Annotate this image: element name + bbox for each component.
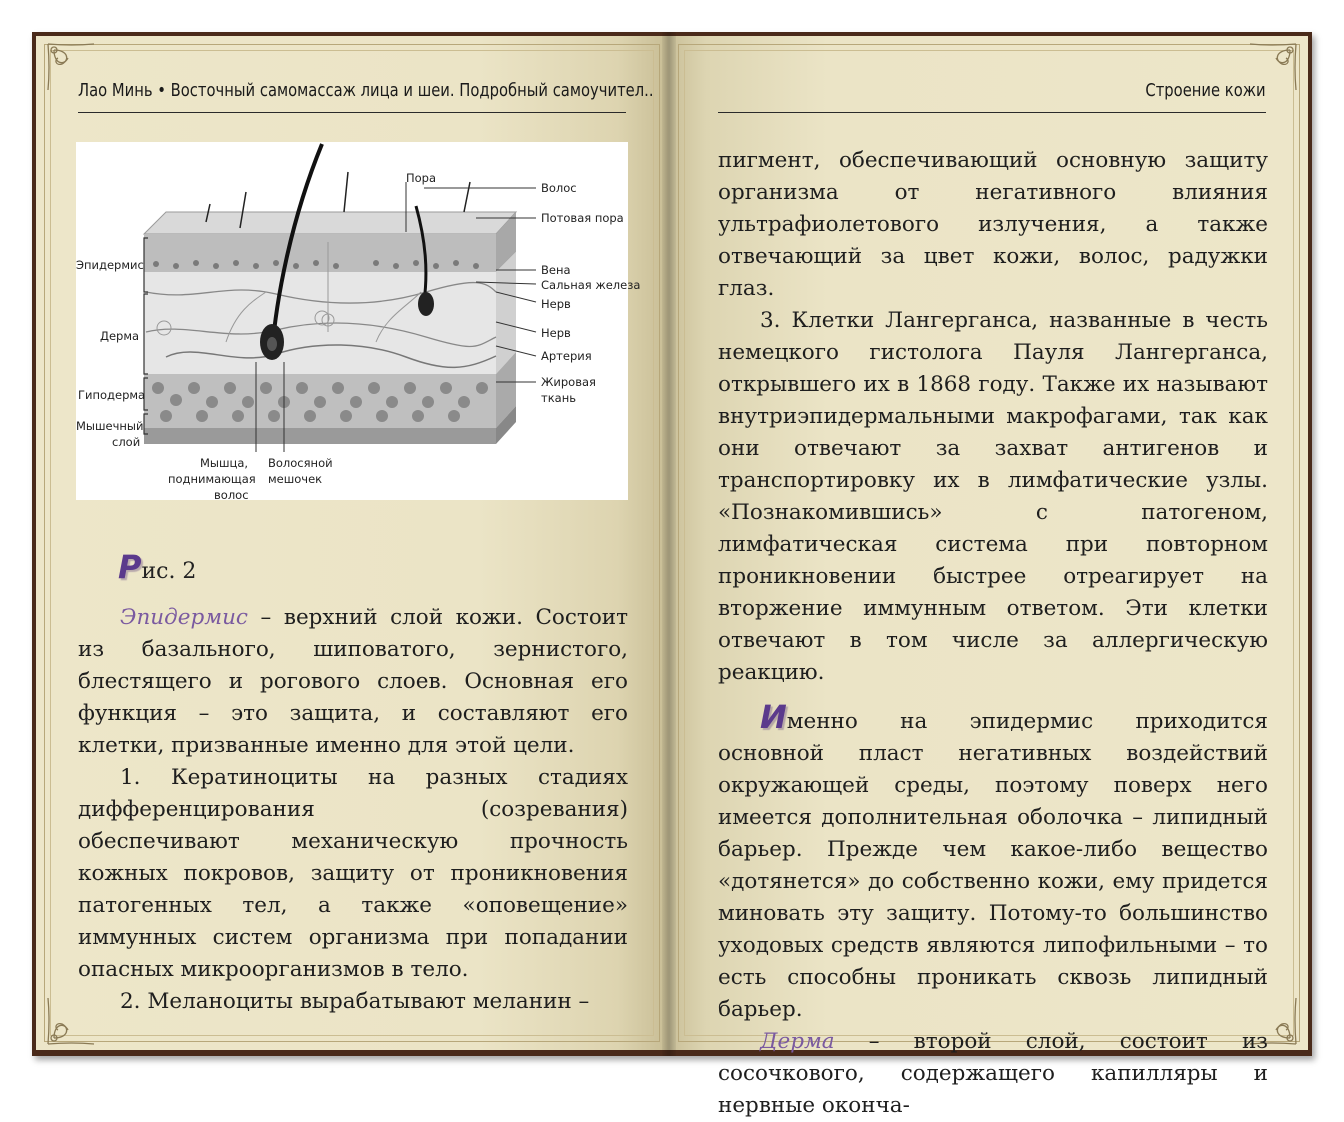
paragraph-text: – второй слой, состоит из сосочкового, содержащего капилляры и нервные оконча- (718, 1029, 1268, 1118)
term-epidermis: Эпидермис (120, 605, 248, 630)
paragraph-text: менно на эпидермис приходится основной пласт негативных воздействий окружающей среды, поэтому поверх него имеется дополнительная оболочка – липидный барьер. Прежде чем какое-либо вещество «дотянется» до собственно кожи, ему придется миновать эту защиту. Потому-то большинство уходовых средств являются липофильными – то есть способны проникать сквозь липидный барьер. (718, 709, 1268, 1022)
label-volos-2: волос (214, 488, 249, 502)
paragraph (78, 602, 628, 762)
running-head-left: Лао Минь • Восточный самомассаж лица и шеи. Подробный самоучител.. (78, 80, 626, 113)
label-arteriya: Артерия (541, 349, 592, 363)
paragraph-initial: И (760, 698, 787, 736)
label-salnaya: Сальная железа (541, 278, 641, 292)
label-potovaya-pora: Потовая пора (541, 211, 624, 225)
paragraph: 3. Клетки Лангерганса, названные в честь немецкого гистолога Пауля Лангерганса, открывшего их в 1868 году. Также их называют внутриэпидермальными макрофагами, так как они отвечают за захват антигенов и транспортировку их в лимфатические узлы. «Познакомившись» с патогеном, лимфатическая система при повторном проникновении быстрее отреагирует на вторжение иммунным ответом. Эти клетки отвечают в том числе за аллергическую реакцию. (718, 308, 1268, 685)
label-epidermis: Эпидермис (76, 258, 144, 272)
figure-caption (118, 548, 196, 586)
label-gipoderma: Гиподерма (78, 388, 146, 402)
label-nerv-1: Нерв (541, 297, 571, 311)
paragraph (718, 1026, 1268, 1122)
label-nerv-2: Нерв (541, 326, 571, 340)
label-zhirovaya: Жировая (541, 375, 596, 389)
label-sloy: слой (112, 435, 141, 449)
running-head-right: Строение кожи (718, 80, 1266, 113)
caption-text: ис. 2 (141, 559, 197, 584)
label-volos: Волос (541, 181, 577, 195)
label-podnimayushchaya: поднимающая (168, 472, 256, 486)
paragraph (718, 698, 1268, 1026)
label-pora: Пора (406, 171, 437, 185)
label-tkan: ткань (541, 391, 576, 405)
skin-diagram (76, 142, 641, 502)
label-volosyanoy: Волосяной (268, 456, 333, 470)
caption-initial: Р (118, 548, 142, 586)
label-vena: Вена (541, 263, 571, 277)
paragraph-text: – верхний слой кожи. Состоит из базального, шиповатого, зернистого, блестящего и рогового слоев. Основная его функция – это защита, и составляют его клетки, призванные именно для этой цели. (78, 605, 628, 758)
label-myshechny: Мышечный (76, 419, 144, 433)
paragraph: пигмент, обеспечивающий основную защиту организма от негативного влияния ультрафиолетового излучения, а также отвечающий за цвет кожи, волос, радужки глаз. (718, 148, 1268, 301)
right-page-text (718, 145, 1268, 1122)
paragraph: 2. Меланоциты вырабатывают меланин – (120, 989, 590, 1014)
term-derma: Дерма (760, 1029, 835, 1054)
label-derma: Дерма (100, 329, 140, 343)
skin-structure-figure (76, 142, 641, 502)
label-meshochek: мешочек (268, 472, 323, 486)
paragraph: 1. Кератиноциты на разных стадиях дифференцирования (созревания) обеспечивают механическую прочность кожных покровов, защиту от проникновения патогенных тел, а также «оповещение» иммунных систем организма при попадании опасных микроорганизмов в тело. (78, 765, 628, 982)
label-myshca: Мышца, (200, 456, 249, 470)
left-page-text (78, 602, 628, 1018)
book-spine (662, 32, 676, 1056)
